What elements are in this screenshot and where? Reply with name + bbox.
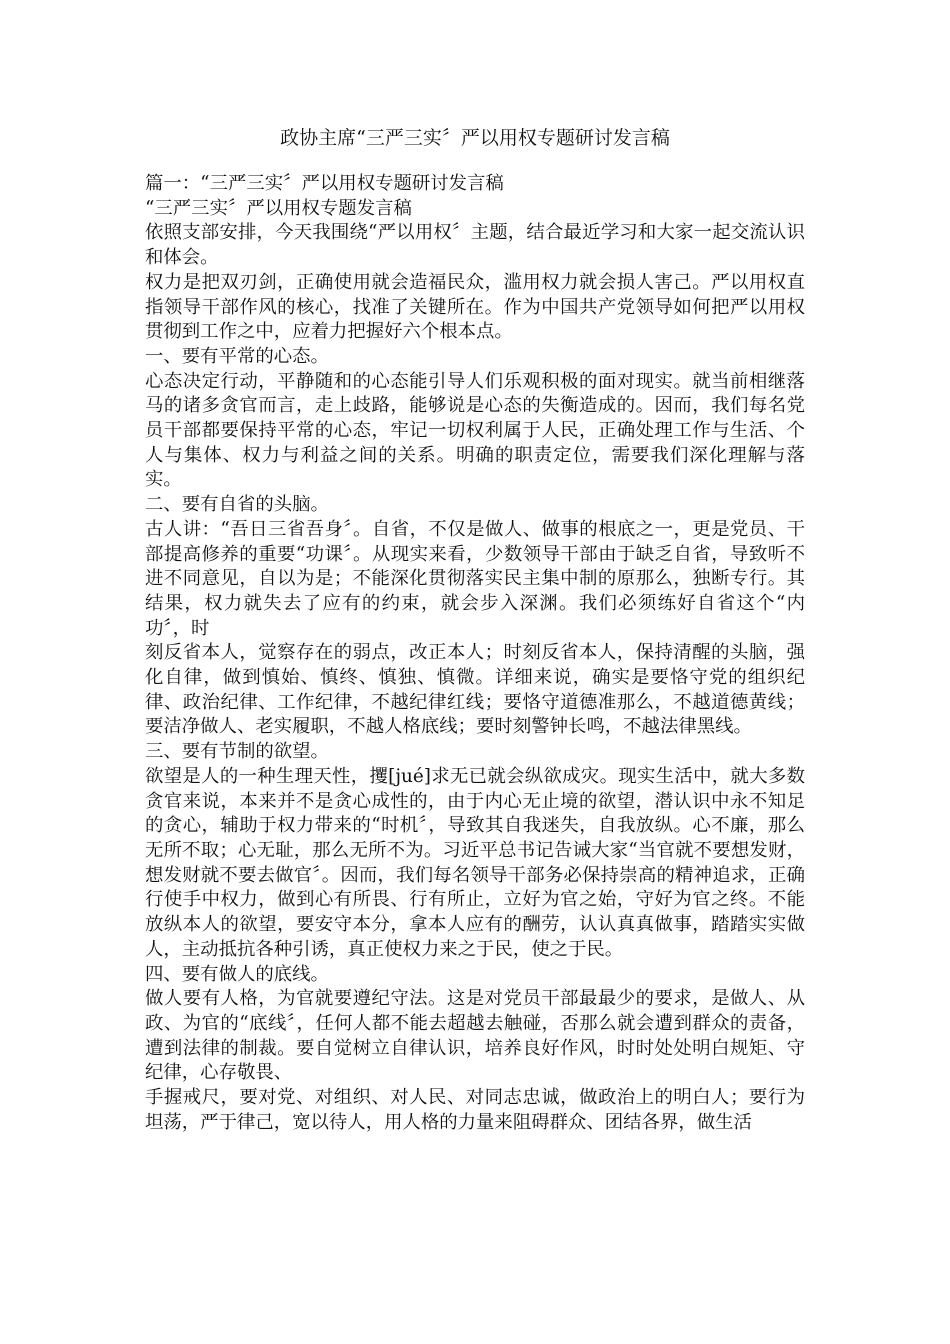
- paragraph: 做人要有人格，为官就要遵纪守法。这是对党员干部最最少的要求，是做人、从政、为官的“底线〞，任何人都不能去超越去触碰，否那么就会遭到群众的责备，遭到法律的制裁。要自觉树立自律认识，培养良好作风，时时处处明白规矩、守纪律，心存敬畏、: [145, 988, 805, 1084]
- paragraph-heading-4: 四、要有做人的底线。: [145, 963, 329, 985]
- paragraph-heading-2: 二、要有自省的头脑。: [145, 494, 329, 516]
- paragraph-subtitle: “三严三实〞严以用权专题发言稿: [145, 197, 412, 219]
- paragraph: 依照支部安排，今天我围绕“严以用权〞主题，结合最近学习和大家一起交流认识和体会。: [145, 222, 805, 269]
- paragraph: 手握戒尺，要对党、对组织、对人民、对同志忠诚，做政治上的明白人；要行为坦荡，严于律己，宽以待人，用人格的力量来阻碍群众、团结各界，做生活: [145, 1087, 805, 1133]
- paragraph: 心态决定行动，平静随和的心态能引导人们乐观积极的面对现实。就当前相继落马的诸多贪官而言，走上歧路，能够说是心态的失衡造成的。因而，我们每名党员干部都要保持平常的心态，牢记一切权利属于人民，正确处理工作与生活、个人与集体、权力与利益之间的关系。明确的职责定位，需要我们深化理解与落实。: [145, 370, 805, 491]
- paragraph: 欲望是人的一种生理天性，攫[jué]求无已就会纵欲成灾。现实生活中，就大多数贪官来说，本来并不是贪心成性的，由于内心无止境的欲望，潜认识中永不知足的贪心，辅助于权力带来的“时机〞，导致其自我迷失，自我放纵。心不廉，那么无所不取；心无耻，那么无所不为。习近平总书记告诫大家“当官就不要想发财，想发财就不要去做官〞。因而，我们每名领导干部务必保持崇高的精神追求，正确行使手中权力，做到心有所畏、行有所止，立好为官之始，守好为官之终。不能放纵本人的欲望，要安守本分，拿本人应有的酬劳，认认真真做事，踏踏实实做人，主动抵抗各种引诱，真正使权力来之于民，使之于民。: [145, 765, 805, 960]
- paragraph-section-heading: 篇一：“三严三实〞严以用权专题研讨发言稿: [145, 173, 504, 194]
- document-body: [145, 172, 805, 1135]
- paragraph-heading-3: 三、要有节制的欲望。: [145, 741, 329, 763]
- paragraph: 刻反省本人，觉察存在的弱点，改正本人；时刻反省本人，保持清醒的头脑，强化自律，做到慎始、慎终、慎独、慎微。详细来说，确实是要恪守党的组织纪律、政治纪律、工作纪律，不越纪律红线；要恪守道德准那么，不越道德黄线；要洁净做人、老实履职，不越人格底线；要时刻警钟长鸣，不越法律黑线。: [145, 642, 805, 738]
- paragraph: 权力是把双刃剑，正确使用就会造福民众，滥用权力就会损人害己。严以用权直指领导干部作风的核心，找准了关键所在。作为中国共产党领导如何把严以用权贯彻到工作之中，应着力把握好六个根本点。: [145, 271, 805, 343]
- paragraph-heading-1: 一、要有平常的心态。: [145, 345, 329, 367]
- paragraph: 古人讲：“吾日三省吾身〞。自省，不仅是做人、做事的根底之一，更是党员、干部提高修养的重要“功课〞。从现实来看，少数领导干部由于缺乏自省，导致听不进不同意见，自以为是；不能深化贯彻落实民主集中制的原那么，独断专行。其结果，权力就失去了应有的约束，就会步入深渊。我们必须练好自省这个“内功〞，时: [145, 518, 805, 639]
- document-title: 政协主席“三严三实〞严以用权专题研讨发言稿: [280, 127, 670, 149]
